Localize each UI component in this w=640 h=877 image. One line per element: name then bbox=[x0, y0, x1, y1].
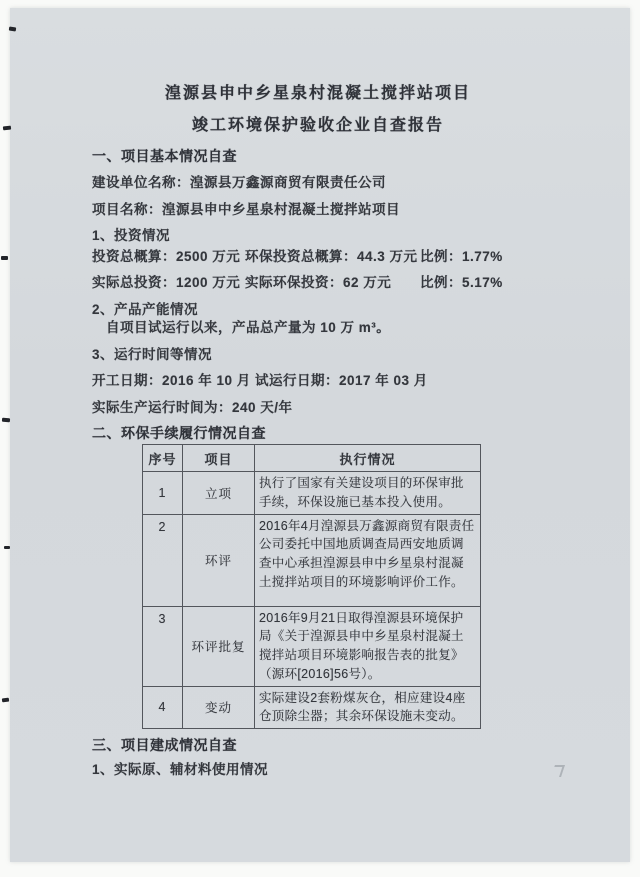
section1-heading: 一、项目基本情况自查 bbox=[92, 148, 237, 164]
row-item: 环评批复 bbox=[183, 606, 255, 686]
actual-investment: 实际总投资：1200 万元 bbox=[92, 275, 241, 290]
run-time-line: 实际生产运行时间为：240 天/年 bbox=[92, 399, 293, 415]
scan-artifact bbox=[4, 546, 10, 549]
doc-title: 湟源县申中乡星泉村混凝土搅拌站项目 bbox=[164, 85, 471, 102]
procedures-table bbox=[142, 444, 481, 729]
investment-row-budget bbox=[92, 250, 544, 264]
row-no: 2 bbox=[143, 514, 183, 606]
total-budget: 投资总概算：2500 万元 bbox=[92, 248, 241, 264]
runtime-heading: 3、运行时间等情况 bbox=[92, 346, 213, 362]
doc-subtitle: 竣工环境保护验收企业自查报告 bbox=[191, 117, 444, 134]
construction-unit-value: 湟源县万鑫源商贸有限责任公司 bbox=[190, 175, 386, 190]
project-name-value: 湟源县申中乡星泉村混凝土搅拌站项目 bbox=[162, 201, 400, 217]
table-row bbox=[143, 472, 481, 515]
capacity-heading: 2、产品产能情况 bbox=[92, 301, 199, 317]
header-item: 项目 bbox=[183, 445, 255, 472]
section2-heading: 二、环保手续履行情况自查 bbox=[92, 425, 266, 441]
capacity-text: 自项目试运行以来，产品总产量为 10 万 m³。 bbox=[106, 320, 391, 335]
table-header-row bbox=[143, 445, 481, 472]
trial-date: 试运行日期：2017 年 03 月 bbox=[255, 373, 428, 388]
table-row bbox=[143, 514, 481, 606]
row-detail: 执行了国家有关建设项目的环保审批手续，环保设施已基本投入使用。 bbox=[255, 472, 481, 515]
header-no: 序号 bbox=[143, 445, 183, 472]
table-row bbox=[143, 686, 481, 729]
materials-heading: 1、实际原、辅材料使用情况 bbox=[92, 762, 269, 777]
env-budget: 环保投资总概算：44.3 万元 bbox=[245, 248, 418, 264]
row-no: 3 bbox=[143, 606, 183, 686]
page-content bbox=[10, 8, 630, 777]
row-no: 1 bbox=[143, 472, 183, 515]
budget-ratio: 比例：1.77% bbox=[420, 248, 503, 264]
row-detail: 实际建设2套粉煤灰仓，相应建设4座仓顶除尘器；其余环保设施未变动。 bbox=[255, 686, 481, 729]
scan-artifact bbox=[1, 256, 8, 260]
construction-unit-label: 建设单位名称： bbox=[92, 175, 190, 190]
dates-line bbox=[92, 374, 544, 388]
header-detail: 执行情况 bbox=[255, 445, 481, 472]
actual-ratio: 比例：5.17% bbox=[420, 275, 503, 290]
row-item: 环评 bbox=[183, 514, 255, 606]
row-item: 立项 bbox=[183, 472, 255, 515]
actual-env-investment: 实际环保投资：62 万元 bbox=[245, 275, 392, 290]
start-date: 开工日期：2016 年 10 月 bbox=[92, 373, 251, 388]
scan-artifact bbox=[3, 126, 11, 131]
section3-heading: 三、项目建成情况自查 bbox=[92, 737, 237, 753]
scan-artifact bbox=[2, 698, 9, 703]
table-row bbox=[143, 606, 481, 686]
scan-artifact bbox=[2, 418, 10, 423]
row-no: 4 bbox=[143, 686, 183, 729]
scan-artifact bbox=[9, 27, 16, 32]
document-page bbox=[10, 8, 630, 862]
investment-heading: 1、投资情况 bbox=[92, 228, 171, 243]
investment-row-actual bbox=[92, 276, 544, 290]
project-name-line bbox=[92, 203, 544, 217]
row-item: 变动 bbox=[183, 686, 255, 729]
construction-unit-line bbox=[92, 176, 544, 190]
project-name-label: 项目名称： bbox=[92, 201, 162, 217]
row-detail: 2016年9月21日取得湟源县环境保护局《关于湟源县申中乡星泉村混凝土搅拌站项目环境影响报告表的批复》（源环[2016]56号）。 bbox=[255, 606, 481, 686]
row-detail: 2016年4月湟源县万鑫源商贸有限责任公司委托中国地质调查局西安地质调查中心承担湟源县申中乡星泉村混凝土搅拌站项目的环境影响评价工作。 bbox=[255, 514, 481, 606]
